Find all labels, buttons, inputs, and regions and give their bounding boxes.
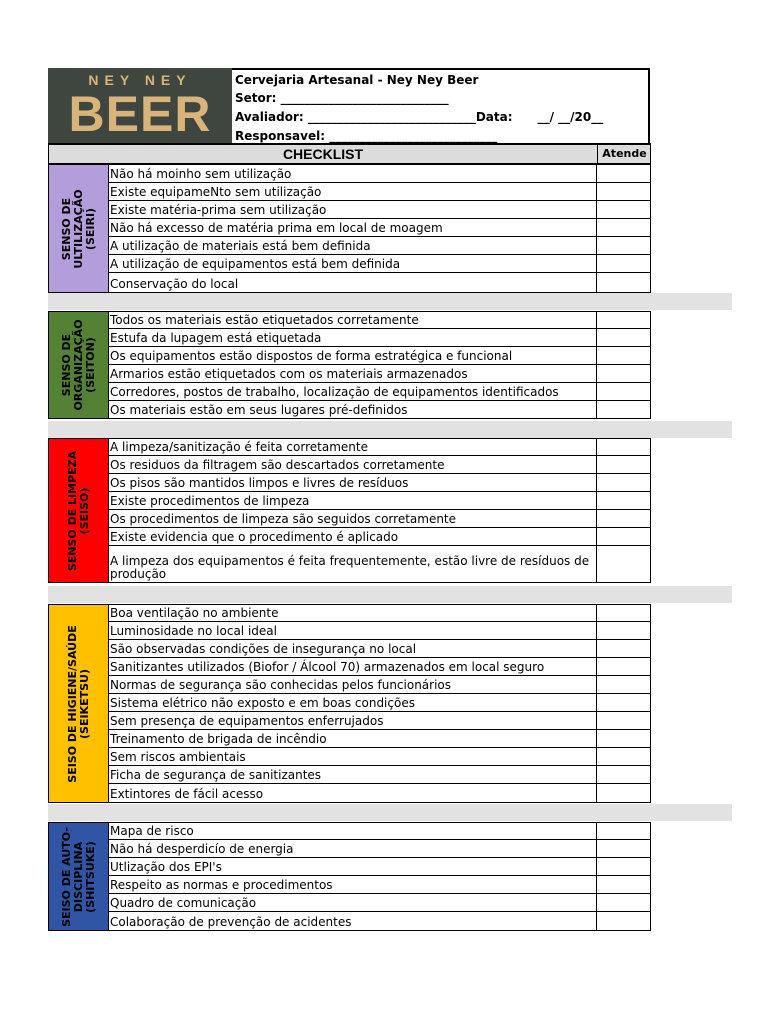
checklist-item-text: Existe evidencia que o procedimento é aplicado [110,530,399,544]
checklist-item-text: Ficha de segurança de sanitizantes [110,768,322,782]
checklist-row [109,894,651,912]
checklist-row [109,858,651,876]
atende-cell[interactable] [596,604,651,622]
atende-cell[interactable] [596,311,651,329]
checklist-item-text: Existe equipameNto sem utilização [110,185,322,199]
checklist-row [109,822,651,840]
section-label-cell [48,311,109,419]
checklist-row [109,766,651,784]
checklist-item-text: Boa ventilação no ambiente [110,606,279,620]
checklist-row [109,640,651,658]
checklist-row [109,365,651,383]
atende-column-header: Atende [597,145,651,164]
atende-cell[interactable] [596,546,651,583]
checklist-row [109,528,651,546]
checklist-item-text: Sistema elétrico não exposto e em boas condições [110,696,415,710]
checklist-item-text: A limpeza dos equipamentos é feita frequentemente, estão livre de resíduos de produção [110,554,590,581]
atende-cell[interactable] [596,640,651,658]
checklist-item-text: Sem presença de equipamentos enferrujados [110,714,384,728]
checklist-item-text: Não há excesso de matéria prima em local de moagem [110,221,443,235]
atende-cell[interactable] [596,438,651,456]
checklist-header-row [48,143,651,164]
section-3 [48,438,651,583]
checklist-row [109,311,651,329]
checklist-item-text: Os procedimentos de limpeza são seguidos corretamente [110,512,457,526]
checklist-item-text: Armarios estão etiquetados com os materiais armazenados [110,367,468,381]
checklist-item-text: Corredores, postos de trabalho, localização de equipamentos identificados [110,385,559,399]
atende-cell[interactable] [596,474,651,492]
checklist-item-text: Quadro de comunicação [110,896,257,910]
checklist-row [109,604,651,622]
checklist-row [109,474,651,492]
checklist-item-text: Conservação do local [110,277,239,291]
checklist-title: CHECKLIST [282,146,364,162]
checklist-row [109,912,651,931]
atende-cell[interactable] [596,219,651,237]
atende-cell[interactable] [596,876,651,894]
atende-cell[interactable] [596,401,651,419]
checklist-row [109,784,651,803]
responsavel-field[interactable]: Responsavel: ____________________________ [235,129,498,143]
checklist-row [109,730,651,748]
checklist-item-text: Extintores de fácil acesso [110,787,264,801]
logo [48,68,232,143]
atende-cell[interactable] [596,784,651,803]
atende-cell[interactable] [596,255,651,273]
checklist-item-text: Treinamento de brigada de incêndio [110,732,327,746]
checklist-row [109,876,651,894]
checklist-item-text: Respeito as normas e procedimentos [110,878,333,892]
checklist-item-text: A limpeza/sanitização é feita corretamente [110,440,368,454]
checklist-item-text: A utilização de materiais está bem definida [110,239,371,253]
section-separator [48,421,732,438]
checklist-item-text: Não há desperdicío de energia [110,842,294,856]
atende-cell[interactable] [596,510,651,528]
checklist-row [109,183,651,201]
section-separator [48,804,732,821]
checklist-row [109,840,651,858]
atende-cell[interactable] [596,164,651,183]
checklist-row [109,438,651,456]
checklist-row [109,658,651,676]
checklist-row [109,622,651,640]
checklist-item-text: Todos os materiais estão etiquetados corretamente [110,313,419,327]
checklist-item-text: Colaboração de prevenção de acidentes [110,915,352,929]
section-separator [48,586,732,603]
checklist-item-text: Os pisos são mantidos limpos e livres de resíduos [110,476,409,490]
atende-cell[interactable] [596,822,651,840]
checklist-row [109,329,651,347]
checklist-row [109,164,651,183]
atende-cell[interactable] [596,712,651,730]
logo-main-text: BEER [68,86,212,142]
checklist-row [109,546,651,583]
section-label: SENSO DE ULTILIZAÇÃO (SEIRI) [59,188,97,269]
checklist-row [109,219,651,237]
checklist-item-text: Os materiais estão em seus lugares pré-definidos [110,403,408,417]
atende-cell[interactable] [596,840,651,858]
atende-cell[interactable] [596,383,651,401]
checklist-row [109,676,651,694]
atende-cell[interactable] [596,748,651,766]
checklist-row [109,712,651,730]
checklist-row [109,201,651,219]
checklist-item-text: Mapa de risco [110,824,194,838]
atende-cell[interactable] [596,694,651,712]
atende-cell[interactable] [596,894,651,912]
checklist-row [109,273,651,293]
checklist-item-text: A utilização de equipamentos está bem definida [110,257,401,271]
section-label: SENSO DE LIMPEZA (SEISO) [65,450,91,571]
section-5 [48,822,651,931]
atende-cell[interactable] [596,237,651,255]
atende-cell[interactable] [596,456,651,474]
checklist-row [109,347,651,365]
checklist-item-text: Existe matéria-prima sem utilização [110,203,327,217]
atende-cell[interactable] [596,766,651,784]
section-label-cell [48,164,109,293]
section-label-cell [48,438,109,583]
checklist-item-text: Sanitizantes utilizados (Biofor / Álcool 70) armazenados em local seguro [110,660,545,674]
checklist-row [109,456,651,474]
checklist-item-text: Sem riscos ambientais [110,750,246,764]
checklist-row [109,510,651,528]
checklist-row [109,401,651,419]
atende-cell[interactable] [596,365,651,383]
checklist-row [109,237,651,255]
checklist-row [109,694,651,712]
checklist-item-text: Não há moinho sem utilização [110,167,292,181]
checklist-item-text: São observadas condições de insegurança no local [110,642,417,656]
checklist-item-text: Normas de segurança são conhecidas pelos funcionários [110,678,452,692]
checklist-row [109,255,651,273]
atende-cell[interactable] [596,528,651,546]
atende-cell[interactable] [596,347,651,365]
atende-cell[interactable] [596,622,651,640]
checklist-item-text: Utlização dos EPI's [110,860,222,874]
atende-cell[interactable] [596,273,651,293]
company-name: Cervejaria Artesanal - Ney Ney Beer [235,73,479,87]
atende-cell[interactable] [596,912,651,931]
atende-cell[interactable] [596,730,651,748]
checklist-row [109,383,651,401]
atende-cell[interactable] [596,201,651,219]
section-separator [48,293,732,310]
atende-cell[interactable] [596,858,651,876]
section-4 [48,604,651,803]
checklist-item-text: Os equipamentos estão dispostos de forma estratégica e funcional [110,349,513,363]
checklist-row [109,748,651,766]
logo-top-text: NEY NEY [88,72,192,88]
checklist-row [109,492,651,510]
header-info [232,68,650,143]
atende-cell[interactable] [596,329,651,347]
checklist-item-text: Luminosidade no local ideal [110,624,277,638]
section-label: SENSO DE ORGANIZAÇÃO (SEITON) [59,319,97,411]
checklist-item-text: Existe procedimentos de limpeza [110,494,310,508]
atende-cell[interactable] [596,492,651,510]
section-label-cell [48,822,109,931]
section-1 [48,164,651,293]
setor-field[interactable]: Setor: ____________________________ [235,91,449,105]
section-2 [48,311,651,419]
checklist-item-text: Os residuos da filtragem são descartados corretamente [110,458,445,472]
section-label: SEISO DE HIGIENE/SAÚDE (SEIKETSU) [65,624,91,783]
avaliador-data-field[interactable]: Avaliador: ____________________________Data: __/ __/20__ [235,110,604,124]
atende-cell[interactable] [596,658,651,676]
section-label: SEISO DE AUTO- DISCIPLINA (SHITSUKE) [59,826,97,927]
atende-cell[interactable] [596,676,651,694]
checklist-item-text: Estufa da lupagem está etiquetada [110,331,322,345]
section-label-cell [48,604,109,803]
atende-cell[interactable] [596,183,651,201]
